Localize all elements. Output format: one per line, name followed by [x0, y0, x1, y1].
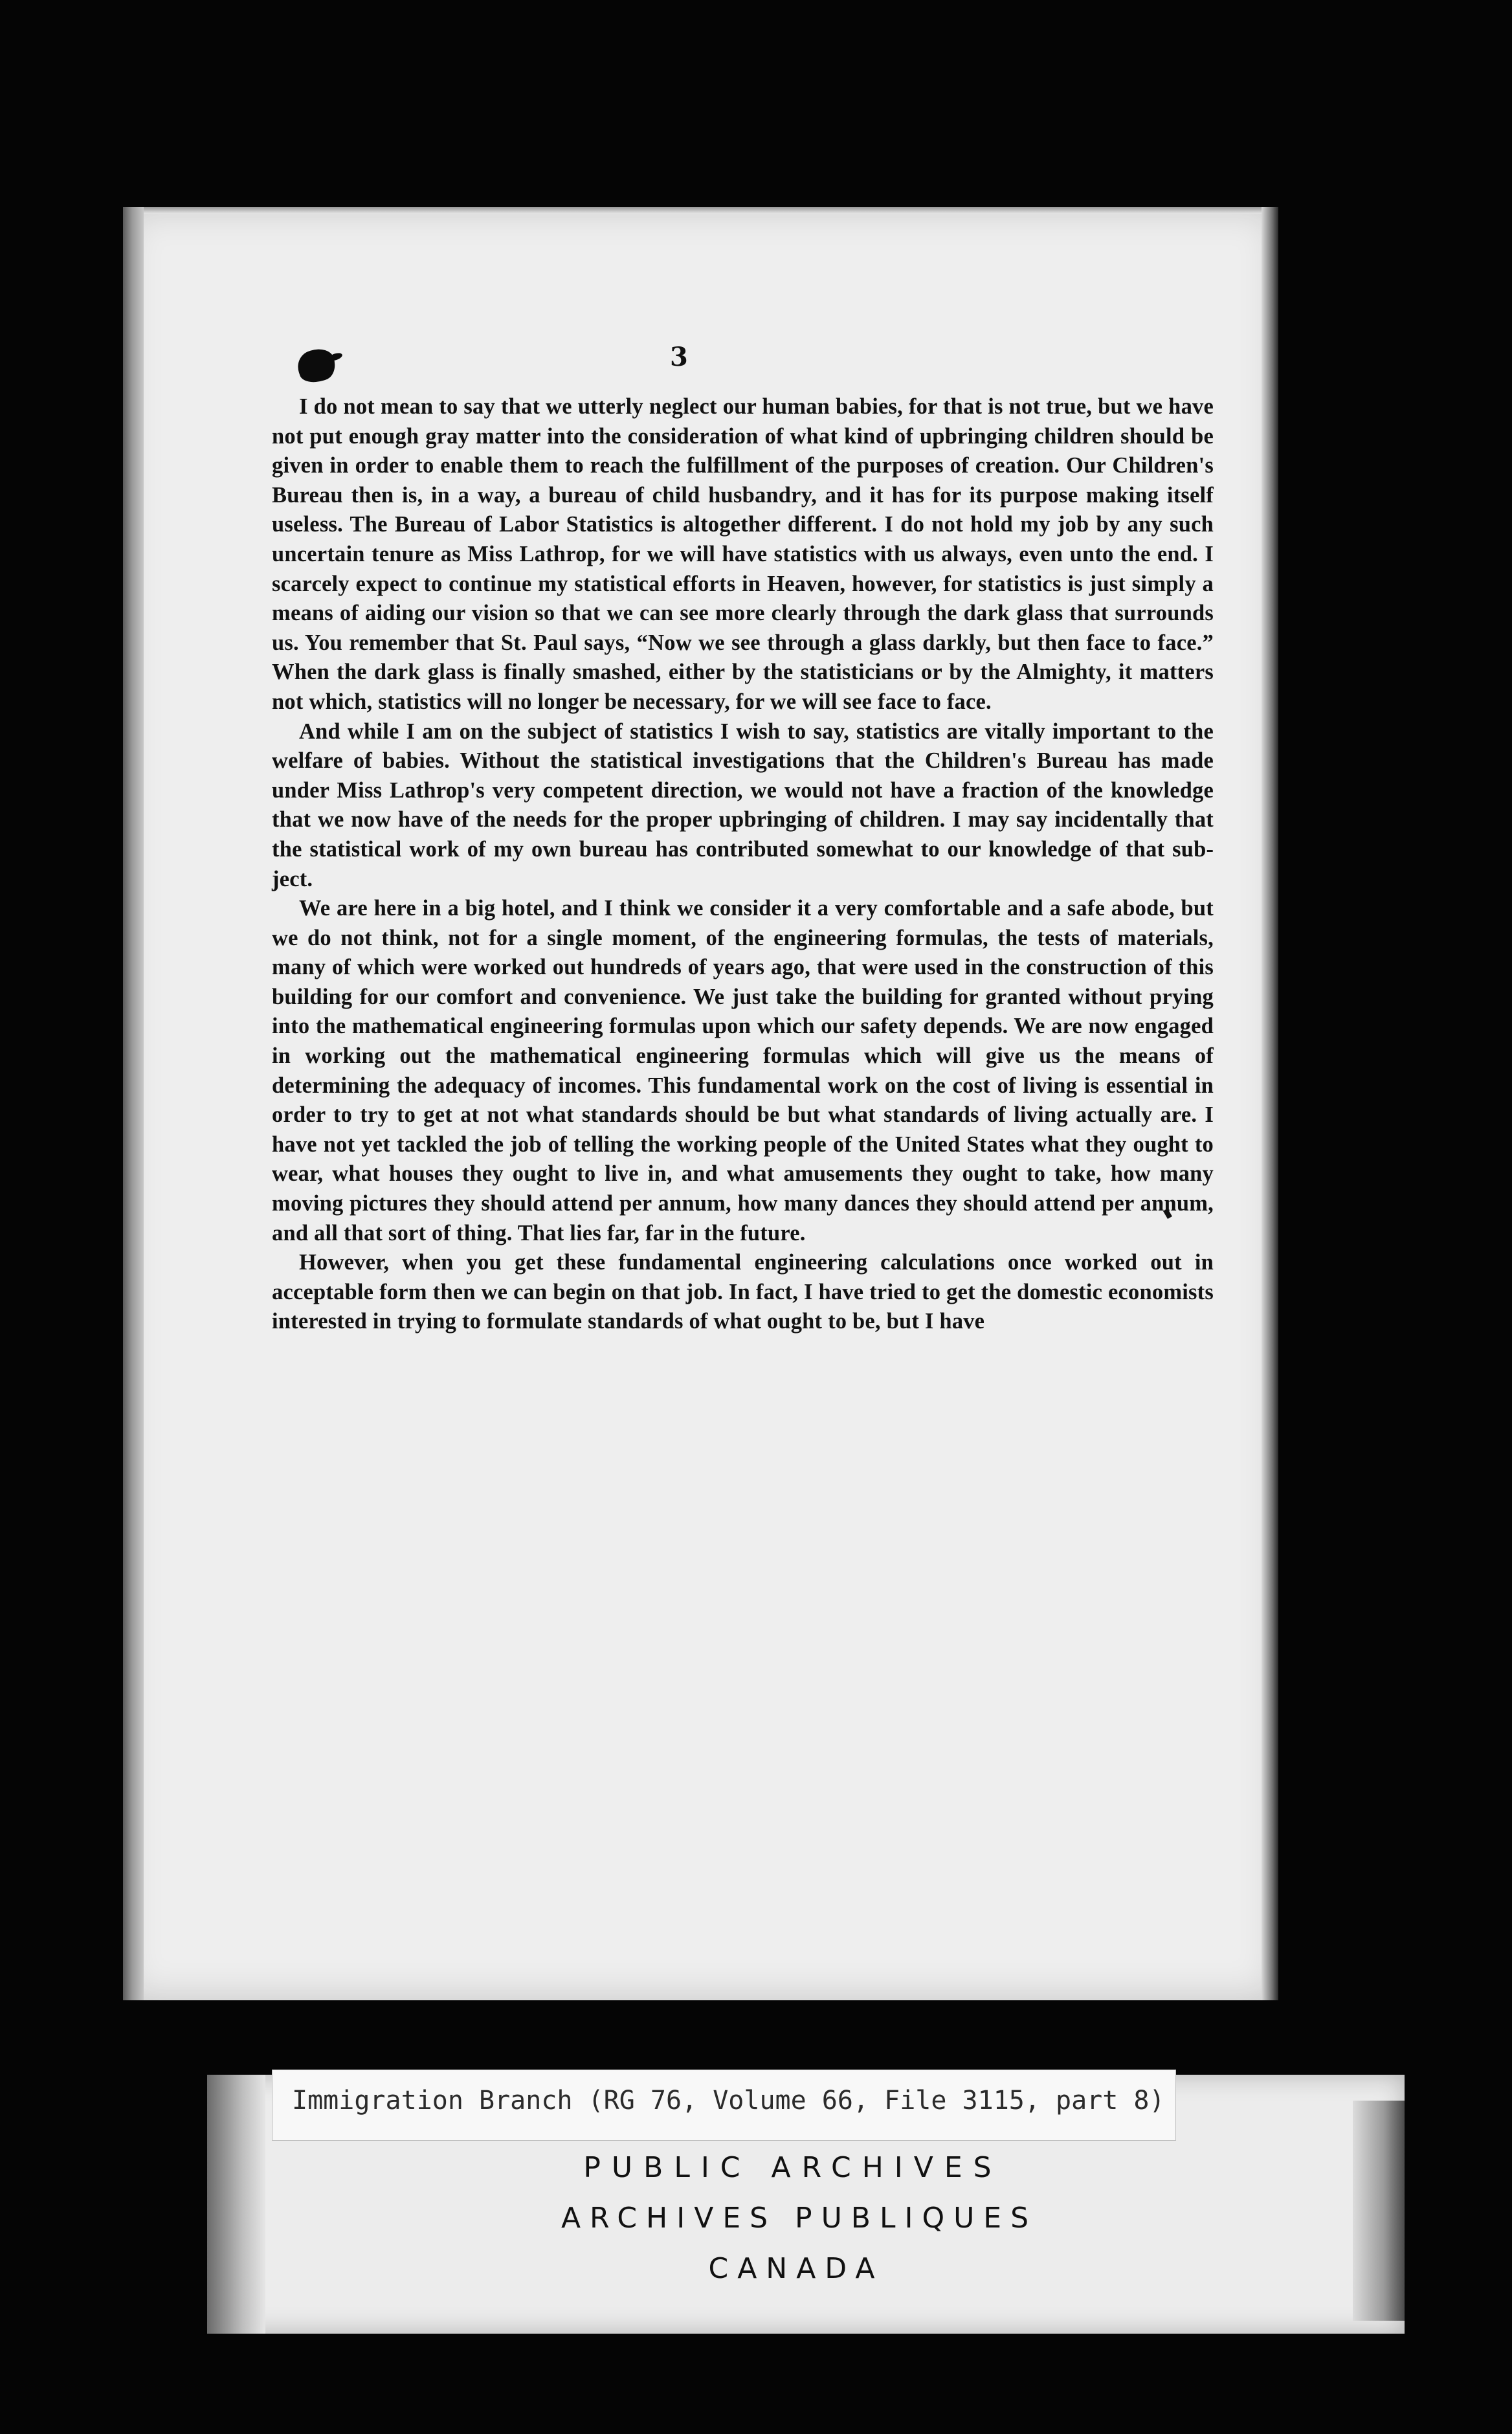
paragraph-4: However, when you get these fundamental engineering calculations once worked out in acceptable form then we can begin on that job. In fact, I have tried to get the domestic economists interested in trying to formulate standards of what ought to be, but I have: [272, 1250, 1214, 1334]
archive-line-english: PUBLIC ARCHIVES: [583, 2151, 1003, 2184]
paragraph-2: And while I am on the subject of statistics I wish to say, statistics are vitally important to the welfare of babies. Without the statistical investigations that the Children's Bureau has made under Miss Lathrop's very competent direction, we would not have a fraction of the knowledge that we now have of the needs for the proper upbringing of children. I may say incidentally that the statistical work of my own bureau has contributed somewhat to our knowledge of that subject.: [272, 719, 1214, 891]
paragraph-1: I do not mean to say that we utterly neglect our human babies, for that is not true, but we have not put enough gray matter into the consideration of what kind of upbringing children should be given in order to enable them to reach the fulfillment of the purposes of creation. Our Children's Bureau then is, in a way, a bureau of child husbandry, and it has for its purpose making itself useless. The Bureau of Labor Statistics is altogether different. I do not hold my job by any such uncertain tenure as Miss Lathrop, for we will have statistics with us always, even unto the end. I scarcely expect to continue my statistical efforts in Heaven, however, for statistics is just simply a means of aiding our vision so that we can see more clearly through the dark glass that surrounds us. You remember that St. Paul says, “Now we see through a glass darkly, but then face to face.” When the dark glass is finally smashed, either by the statisticians or by the Almighty, it matters not which, statistics will no longer be necessary, for we will see face to face.: [272, 394, 1214, 714]
file-reference: Immigration Branch (RG 76, Volume 66, File 3115, part 8): [292, 2086, 1165, 2116]
archive-line-country: CANADA: [708, 2252, 884, 2285]
document-body: [272, 392, 1214, 1337]
ink-blot-mark: [294, 344, 340, 386]
file-reference-strip: [272, 2070, 1176, 2141]
page-right-edge: [1262, 207, 1278, 2000]
scanned-document-page: [123, 207, 1278, 2000]
page-binding-edge: [123, 207, 144, 2000]
archive-line-french: ARCHIVES PUBLIQUES: [561, 2202, 1038, 2235]
paragraph-3: We are here in a big hotel, and I think we consider it a very comfortable and a safe abode, but we do not think, not for a single moment, of the engineering formulas, the tests of materials, many of which were worked out hundreds of years ago, that were used in the construction of this building for our comfort and convenience. We just take the building for granted without prying into the mathematical engineering formulas upon which our safety depends. We are now engaged in working out the mathematical engineering formulas which will give us the means of determining the adequacy of incomes. This fundamental work on the cost of living is essential in order to try to get at not what standards should be but what standards of living actually are. I have not yet tackled the job of telling the working people of the United States what they ought to wear, what houses they ought to live in, and what amusements they ought to take, how many moving pictures they should attend per annum, how many dances they should attend per annum, and all that sort of thing. That lies far, far in the future.: [272, 896, 1214, 1245]
archive-stamp: [207, 2143, 1405, 2294]
page-top-edge: [123, 207, 1278, 214]
archive-label-card: [207, 2075, 1405, 2334]
page-number: 3: [670, 342, 688, 372]
